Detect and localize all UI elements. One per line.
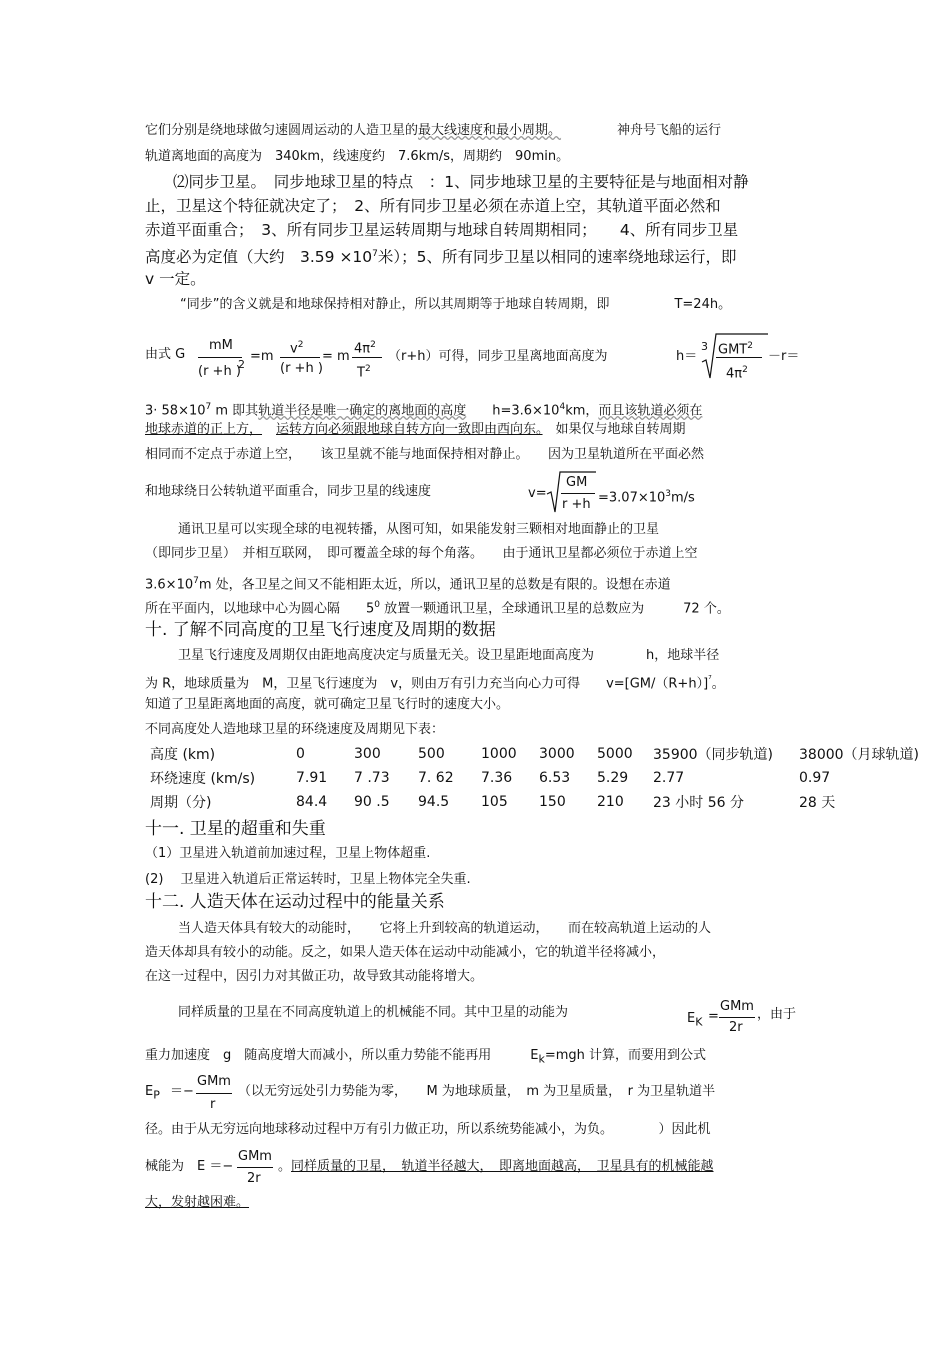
text-line [145, 122, 721, 140]
text-line: 径。由于从无穷远向地球移动过程中万有引力做正功，所以系统势能减小，为负。 ）因此机 [145, 1122, 711, 1137]
text-line [145, 596, 730, 618]
formula-GM: GM [566, 475, 588, 490]
superscript: ⁷ [708, 675, 712, 685]
formula-minus: －r＝ [768, 349, 800, 364]
table-cell: 2.77 [653, 770, 685, 786]
text-line: 止，卫星这个特征就决定了； 2、所有同步卫星必须在赤道上空，其轨道平面必然和 [145, 197, 721, 215]
table-cell: 3000 [539, 746, 575, 762]
fraction-bar [237, 1167, 273, 1168]
table-row [150, 742, 919, 766]
table-cell: 7.91 [296, 770, 328, 786]
table-cell: 28 天 [799, 795, 836, 811]
table-cell: 高度 (km) [150, 747, 216, 763]
text-span: m 处，各卫星之间又不能相距太近，所以，通讯卫星的总数是有限的。设想在赤道 [198, 577, 671, 593]
formula-eq: = [708, 1009, 719, 1024]
fraction-bar [561, 493, 595, 494]
superscript: 2 [297, 340, 304, 350]
text-span: E [145, 1084, 154, 1099]
table-cell: 0 [296, 746, 305, 762]
formula-E: E ＝− [197, 1159, 234, 1174]
fraction-bar [280, 357, 320, 358]
section-heading: 十. 了解不同高度的卫星飞行速度及周期的数据 [145, 620, 496, 640]
text-line [145, 671, 725, 693]
subscript: K [695, 1015, 703, 1029]
table-cell: 7. 62 [418, 770, 454, 786]
text-span: =mgh 计算，而要用到公式 [544, 1048, 707, 1063]
formula-rh3: r +h [562, 497, 591, 512]
text-span: 运转方向必须跟地球自转方向一致即由西向东。 [276, 422, 543, 437]
text-line: 在这一过程中，因引力对其做正功，故导致其动能将增大。 [145, 969, 484, 984]
text-span: h=3.6×10 [466, 403, 560, 419]
subscript: P [153, 1088, 160, 1102]
formula-GMm: GMm [720, 999, 754, 1014]
text-line: “同步”的含义就是和地球保持相对静止，所以其周期等于地球自转周期，即 T=24h。 [180, 297, 732, 312]
formula-Ep [145, 1083, 160, 1105]
text-span: ，由于 [757, 1007, 797, 1022]
table-cell: 35900（同步轨道) [653, 747, 773, 763]
table-cell: 7.36 [481, 770, 513, 786]
text-span: 所在平面内，以地球中心为圆心隔 5 [145, 601, 375, 617]
text-line [145, 398, 702, 420]
text-span: m/s [671, 490, 695, 506]
text-span: 。 [278, 1159, 292, 1174]
text-span: 米）；5、所有同步卫星以相同的速率绕地球运行，即 [377, 248, 737, 267]
text-line: （1）卫星进入轨道前加速过程，卫星上物体超重. [145, 846, 431, 861]
text-span: 重力加速度 g 随高度增大而减小，所以重力势能不能再用 E [145, 1048, 539, 1063]
formula-rh-den: (r +h ) [280, 361, 323, 376]
superscript: 7 [193, 576, 199, 586]
table-cell: 0.97 [799, 770, 831, 786]
formula-r: r [210, 1097, 216, 1112]
text-span: 同样质量的卫星， 轨道半径越大， 即离地面越高， 卫星具有的机械能越 [291, 1159, 714, 1174]
text-span: 3.6×10 [145, 577, 194, 593]
text-line: 通讯卫星可以实现全球的电视转播，从图可知，如果能发射三颗相对地面静止的卫星 [178, 522, 660, 537]
superscript: 2 [364, 364, 371, 374]
fraction-bar [716, 357, 762, 358]
table-cell: 5000 [597, 746, 633, 762]
text-line: 赤道平面重合； 3、所有同步卫星运转周期与地球自转周期相同； 4、所有同步卫星 [145, 221, 739, 239]
superscript: 7 [372, 249, 378, 259]
superscript: 7 [205, 402, 212, 412]
formula-Ek [687, 1010, 702, 1032]
section-heading: 十一. 卫星的超重和失重 [145, 819, 326, 839]
table-cell: 150 [539, 794, 566, 810]
text-line: 当人造天体具有较大的动能时， 它将上升到较高的轨道运动， 而在较高轨道上运动的人 [178, 921, 712, 936]
satellite-table [150, 742, 919, 814]
superscript: 3 [665, 489, 672, 499]
formula-v2 [290, 336, 303, 358]
formula-eqm: =m [250, 349, 274, 364]
subscript: k [538, 1052, 545, 1066]
table-cell: 5.29 [597, 770, 629, 786]
formula-2r: 2r [729, 1020, 743, 1035]
text-line: 相同而不定点于赤道上空， 该卫星就不能与地面保持相对静止。 因为卫星轨道所在平面必然 [145, 447, 705, 462]
text-line: 轨道离地面的高度为 340km，线速度约 7.6km/s，周期约 90min。 [145, 149, 570, 164]
formula-T2 [357, 360, 371, 382]
text-line [278, 1158, 714, 1176]
superscript: 2 [747, 341, 753, 351]
formula-text: （r+h）可得，同步卫星离地面高度为 [388, 349, 608, 364]
text-line: 知道了卫星距离地面的高度，就可确定卫星飞行时的速度大小。 [145, 697, 510, 712]
formula-2r2: 2r [247, 1171, 261, 1186]
text-span: 轨道半径是唯一确定的离地面的高度 [258, 403, 467, 419]
text-span: 它们分别是绕地球做匀速圆周运动的人造卫星的 [145, 123, 419, 138]
superscript: 0 [374, 600, 381, 610]
formula-val [598, 485, 695, 507]
table-row [150, 766, 919, 790]
formula-v: v= [528, 486, 547, 501]
table-cell: 94.5 [418, 794, 450, 810]
text-span: =3.07×10 [598, 490, 666, 506]
text-line: 造天体却具有较小的动能。反之，如果人造天体在运动中动能减小，它的轨道半径将减小， [145, 945, 666, 960]
formula-sq: 2 [238, 358, 245, 371]
superscript: 2 [370, 340, 376, 350]
table-row [150, 790, 919, 814]
text-line [145, 421, 686, 439]
table-cell: 84.4 [296, 794, 328, 810]
text-span: 地球赤道的正上方， [145, 422, 263, 437]
text-line: 大，发射越困难。 [145, 1195, 250, 1210]
formula-pre: 由式 G [145, 347, 186, 362]
fraction-bar [719, 1017, 755, 1018]
formula-epeq: ＝− [170, 1084, 194, 1099]
formula-GMT2 [718, 337, 753, 359]
text-line: 不同高度处人造地球卫星的环绕速度及周期见下表： [145, 722, 445, 737]
superscript: 4 [559, 402, 566, 412]
text-span: 神舟号飞船的运行 [617, 123, 722, 138]
text-span: E [687, 1011, 696, 1026]
table-cell: 环绕速度 (km/s) [150, 771, 256, 787]
text-span: 4π [354, 341, 371, 357]
text-span: 如果仅与地球自转周期 [542, 422, 686, 437]
fraction-bar [352, 357, 382, 358]
section-heading: 十二. 人造天体在运动过程中的能量关系 [145, 892, 445, 912]
table-cell: 105 [481, 794, 508, 810]
text-span: m 即其 [211, 403, 259, 419]
text-span: 械能为 [145, 1159, 185, 1174]
formula-4pi2-den [726, 361, 748, 383]
table-cell: 90 .5 [354, 794, 390, 810]
text-line: (2) 卫星进入轨道后正常运转时，卫星上物体完全失重. [145, 872, 471, 887]
text-span: T [357, 365, 365, 381]
fraction-bar [198, 357, 242, 358]
root-index: 3 [701, 340, 708, 353]
text-span: 最大线速度和最小周期。 [418, 123, 562, 138]
table-cell: 1000 [481, 746, 517, 762]
text-line: 卫星飞行速度及周期仅由距地高度决定与质量无关。设卫星距地面高度为 h，地球半径 [178, 648, 720, 663]
formula-h: h＝ [676, 349, 698, 364]
formula-rh: (r +h ) [198, 364, 241, 379]
formula-GMm3: GMm [238, 1149, 272, 1164]
text-span: 而且该轨道必须在 [598, 403, 703, 419]
table-cell: 500 [418, 746, 445, 762]
table-cell: 300 [354, 746, 381, 762]
text-span: 放置一颗通讯卫星，全球通讯卫星的总数应为 72 个。 [380, 601, 730, 617]
text-line: 和地球绕日公转轨道平面重合，同步卫星的线速度 [145, 484, 432, 499]
table-cell: 7 .73 [354, 770, 390, 786]
text-line: v 一定。 [145, 270, 206, 288]
text-span: 4π [726, 366, 743, 382]
table-cell: 23 小时 56 分 [653, 795, 744, 811]
text-span: GMT [718, 342, 748, 358]
table-cell: 38000（月球轨道) [799, 747, 919, 763]
text-line [145, 572, 671, 594]
formula-4pi2 [354, 336, 376, 358]
text-span: 。 [711, 676, 725, 692]
table-cell: 210 [597, 794, 624, 810]
text-line: （即同步卫星） 并相互联网， 即可覆盖全球的每个角落。 由于通讯卫星都必须位于赤道上空 [145, 546, 698, 561]
text-span: v [290, 341, 298, 357]
formula-GMm2: GMm [197, 1074, 231, 1089]
text-span: km， [565, 403, 599, 419]
fraction-bar [196, 1093, 232, 1094]
superscript: 2 [742, 365, 748, 375]
text-span: 3· 58×10 [145, 403, 206, 419]
formula-mM: mM [209, 338, 233, 353]
text-line [145, 245, 737, 266]
text-line: （以无穷远处引力势能为零， M 为地球质量， m 为卫星质量， r 为卫星轨道半 [238, 1084, 716, 1099]
text-span: 为 R，地球质量为 M，卫星飞行速度为 v，则由万有引力充当向心力可得 v=[GM/（R+h）] [145, 676, 709, 692]
text-line: 同样质量的卫星在不同高度轨道上的机械能不同。其中卫星的动能为 [178, 1005, 569, 1020]
text-span: 高度必为定值（大约 3.59 ×10 [145, 248, 373, 267]
table-cell: 周期（分) [150, 795, 212, 811]
text-line: ⑵同步卫星。 同步地球卫星的特点 ：1、同步地球卫星的主要特征是与地面相对静 [173, 173, 749, 191]
table-cell: 6.53 [539, 770, 571, 786]
formula-eq2: = m [322, 349, 350, 364]
text-line [145, 1047, 706, 1069]
